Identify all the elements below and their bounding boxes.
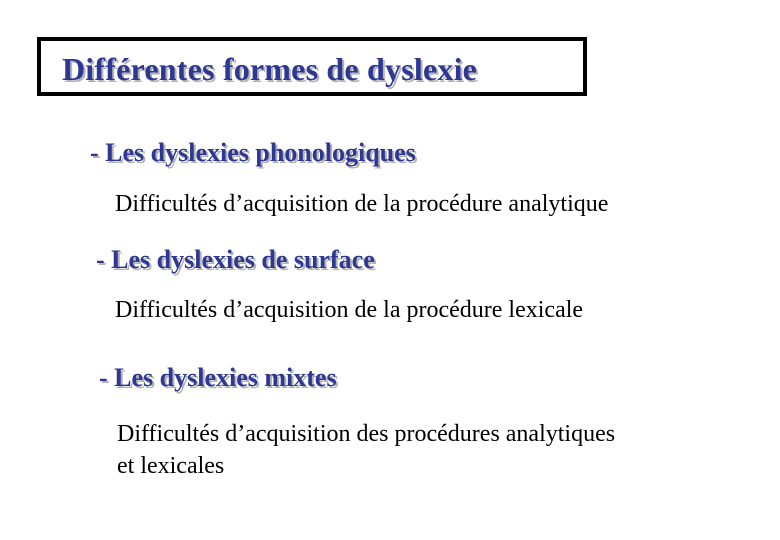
description-mixed-line-1: Difficultés d’acquisition des procédures analytiques	[117, 421, 616, 447]
description-surface-dyslexia: Difficultés d’acquisition de la procédure lexicale	[115, 297, 584, 323]
description-phonological-dyslexia: Difficultés d’acquisition de la procédure analytique	[115, 191, 609, 217]
title-box	[37, 37, 587, 96]
heading-surface-dyslexia: - Les dyslexies de surface	[96, 245, 375, 274]
description-mixed-dyslexia	[117, 418, 717, 482]
slide-title: Différentes formes de dyslexie	[62, 51, 478, 87]
description-mixed-line-2: et lexicales	[117, 453, 225, 479]
heading-mixed-dyslexia: - Les dyslexies mixtes	[99, 363, 337, 392]
heading-phonological-dyslexia: - Les dyslexies phonologiques	[90, 138, 416, 167]
